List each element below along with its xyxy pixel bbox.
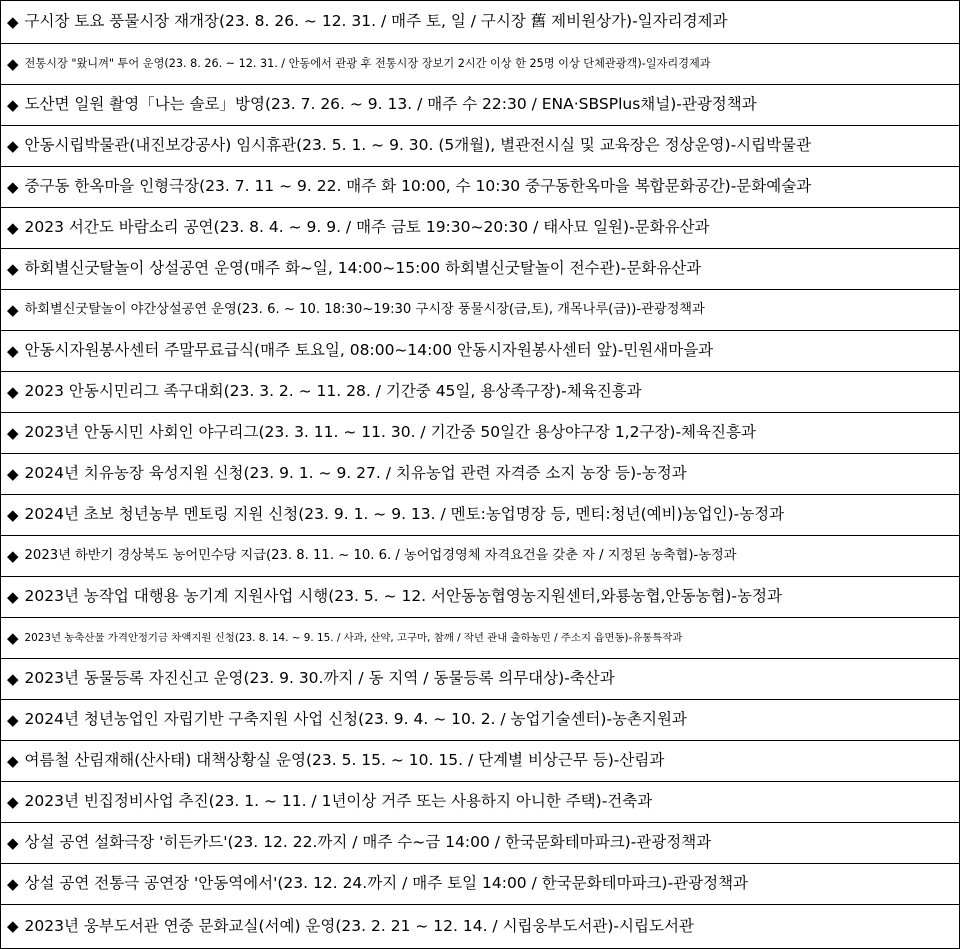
item-text: 상설 공연 설화극장 '히든카드'(23. 12. 22.까지 / 매주 수~금 14:00 / 한국문화테마파크)-관광정책과 — [24, 833, 712, 852]
item-text: 2023년 빈집정비사업 추진(23. 1. ~ 11. / 1년이상 거주 또는 사용하지 아니한 주택)-건축과 — [24, 792, 653, 811]
item-text: 2023년 동물등록 자진신고 운영(23. 9. 30.까지 / 동 지역 / 동물등록 의무대상)-축산과 — [24, 669, 615, 688]
list-item — [1, 617, 959, 658]
item-text: 전통시장 "왔니껴" 투어 운영(23. 8. 26. ~ 12. 31. / 안동에서 관광 후 전통시장 장보기 2시간 이상 한 25명 이상 단체관광객)-일자리경제과 — [24, 57, 711, 71]
diamond-bullet-icon: ◆ — [7, 95, 19, 114]
item-text: 하회별신굿탈놀이 상설공연 운영(매주 화~일, 14:00~15:00 하회별신굿탈놀이 전수관)-문화유산과 — [24, 259, 702, 278]
list-item — [1, 494, 959, 535]
list-item — [1, 781, 959, 822]
item-text: 안동시립박물관(내진보강공사) 임시휴관(23. 5. 1. ~ 9. 30. (5개월), 별관전시실 및 교육장은 정상운영)-시립박물관 — [24, 136, 812, 155]
diamond-bullet-icon: ◆ — [7, 54, 19, 73]
diamond-bullet-icon: ◆ — [7, 546, 19, 565]
list-item — [1, 822, 959, 863]
diamond-bullet-icon: ◆ — [7, 136, 19, 155]
list-item — [1, 43, 959, 84]
item-text: 여름철 산림재해(산사태) 대책상황실 운영(23. 5. 15. ~ 10. 15. / 단계별 비상근무 등)-산림과 — [24, 751, 665, 770]
item-text: 상설 공연 전통극 공연장 '안동역에서'(23. 12. 24.까지 / 매주 토일 14:00 / 한국문화테마파크)-관광정책과 — [24, 874, 749, 893]
item-text: 2023 서간도 바람소리 공연(23. 8. 4. ~ 9. 9. / 매주 금토 19:30~20:30 / 태사묘 일원)-문화유산과 — [24, 218, 710, 237]
list-item — [1, 453, 959, 494]
list-item — [1, 166, 959, 207]
item-text: 중구동 한옥마을 인형극장(23. 7. 11 ~ 9. 22. 매주 화 10:00, 수 10:30 중구동한옥마을 복합문화공간)-문화예술과 — [24, 177, 812, 196]
item-text: 2023년 농축산물 가격안정기금 차액지원 신청(23. 8. 14. ~ 9. 15. / 사과, 산약, 고구마, 참깨 / 작년 관내 출하농민 / 주소지 읍면동)-유통특작과 — [24, 631, 683, 644]
list-item — [1, 740, 959, 781]
diamond-bullet-icon: ◆ — [7, 751, 19, 770]
item-text: 2023년 웅부도서관 연중 문화교실(서예) 운영(23. 2. 21 ~ 12. 14. / 시립웅부도서관)-시립도서관 — [24, 916, 694, 935]
list-item — [1, 207, 959, 248]
list-item — [1, 412, 959, 453]
list-item — [1, 371, 959, 412]
diamond-bullet-icon: ◆ — [7, 833, 19, 852]
list-item — [1, 699, 959, 740]
diamond-bullet-icon: ◆ — [7, 12, 19, 31]
list-item — [1, 125, 959, 166]
item-text: 구시장 토요 풍물시장 재개장(23. 8. 26. ~ 12. 31. / 매주 토, 일 / 구시장 舊 제비원상가)-일자리경제과 — [24, 12, 728, 31]
item-text: 2024년 청년농업인 자립기반 구축지원 사업 신청(23. 9. 4. ~ 10. 2. / 농업기술센터)-농촌지원과 — [24, 710, 687, 729]
item-text: 2023년 농작업 대행용 농기계 지원사업 시행(23. 5. ~ 12. 서안동농협영농지원센터,와룡농협,안동농협)-농정과 — [24, 587, 782, 606]
list-item — [1, 658, 959, 699]
diamond-bullet-icon: ◆ — [7, 710, 19, 729]
list-item — [1, 84, 959, 125]
list-item — [1, 1, 959, 43]
diamond-bullet-icon: ◆ — [7, 423, 19, 442]
item-text: 도산면 일원 촬영「나는 솔로」방영(23. 7. 26. ~ 9. 13. / 매주 수 22:30 / ENA·SBSPlus채널)-관광정책과 — [24, 95, 757, 114]
item-text: 하회별신굿탈놀이 야간상설공연 운영(23. 6. ~ 10. 18:30~19:30 구시장 풍물시장(금,토), 개목나루(금))-관광정책과 — [24, 302, 705, 318]
list-item — [1, 904, 959, 948]
diamond-bullet-icon: ◆ — [7, 218, 19, 237]
diamond-bullet-icon: ◆ — [7, 259, 19, 278]
diamond-bullet-icon: ◆ — [7, 505, 19, 524]
item-text: 2024년 치유농장 육성지원 신청(23. 9. 1. ~ 9. 27. / 치유농업 관련 자격증 소지 농장 등)-농정과 — [24, 464, 687, 483]
item-text: 2023 안동시민리그 족구대회(23. 3. 2. ~ 11. 28. / 기간중 45일, 용상족구장)-체육진흥과 — [24, 382, 642, 401]
list-item — [1, 248, 959, 289]
item-text: 2023년 안동시민 사회인 야구리그(23. 3. 11. ~ 11. 30. / 기간중 50일간 용상야구장 1,2구장)-체육진흥과 — [24, 423, 756, 442]
diamond-bullet-icon: ◆ — [7, 464, 19, 483]
diamond-bullet-icon: ◆ — [7, 341, 19, 360]
diamond-bullet-icon: ◆ — [7, 874, 19, 893]
diamond-bullet-icon: ◆ — [7, 382, 19, 401]
item-text: 2024년 초보 청년농부 멘토링 지원 신청(23. 9. 1. ~ 9. 13. / 멘토:농업명장 등, 멘티:청년(예비)농업인)-농정과 — [24, 505, 785, 524]
diamond-bullet-icon: ◆ — [7, 628, 19, 647]
diamond-bullet-icon: ◆ — [7, 669, 19, 688]
list-item — [1, 330, 959, 371]
diamond-bullet-icon: ◆ — [7, 300, 19, 319]
list-item — [1, 576, 959, 617]
item-text: 2023년 하반기 경상북도 농어민수당 지급(23. 8. 11. ~ 10. 6. / 농어업경영체 자격요건을 갖춘 자 / 지정된 농축협)-농정과 — [24, 548, 737, 564]
diamond-bullet-icon: ◆ — [7, 177, 19, 196]
list-item — [1, 535, 959, 576]
list-item — [1, 289, 959, 330]
diamond-bullet-icon: ◆ — [7, 792, 19, 811]
diamond-bullet-icon: ◆ — [7, 917, 19, 935]
item-text: 안동시자원봉사센터 주말무료급식(매주 토요일, 08:00~14:00 안동시자원봉사센터 앞)-민원새마을과 — [24, 341, 714, 360]
list-item — [1, 863, 959, 904]
diamond-bullet-icon: ◆ — [7, 587, 19, 606]
